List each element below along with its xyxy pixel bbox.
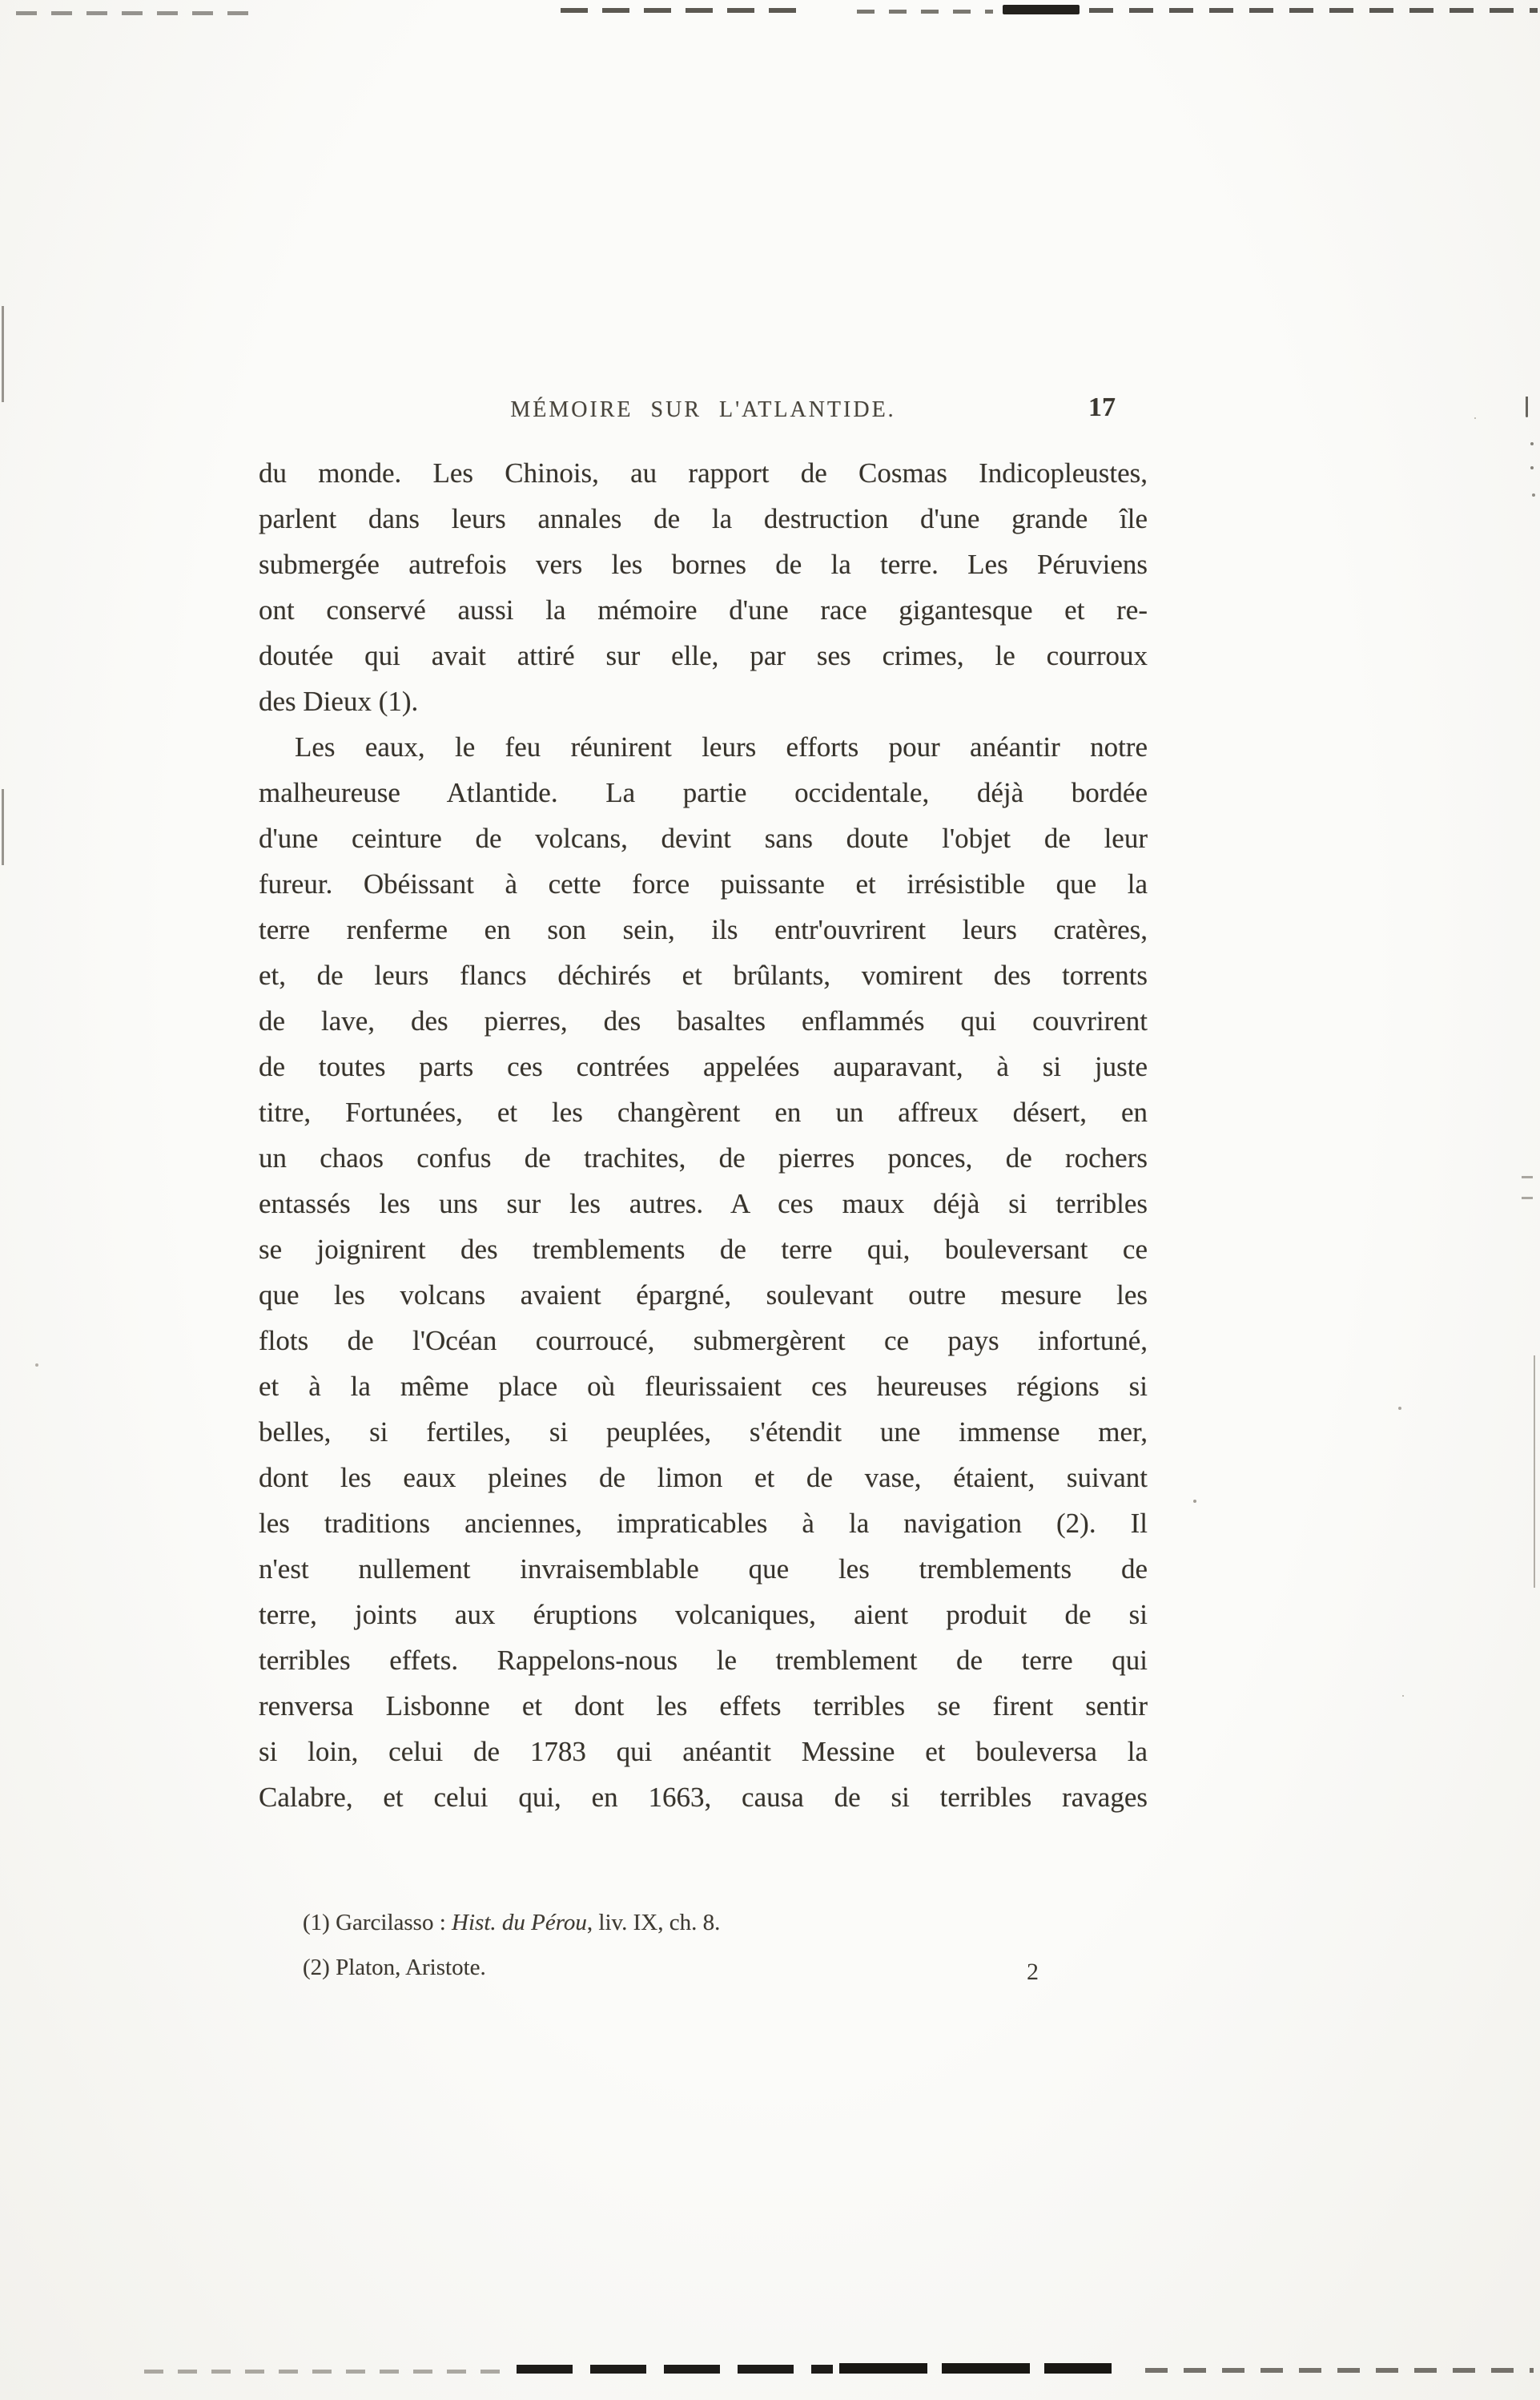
scan-artifact-right-mark [1526,397,1528,417]
scan-artifact-top-bar [1003,5,1080,14]
text-line: un chaos confus de trachites, de pierres ponces, de rochers [259,1142,1148,1174]
text-line: parlent dans leurs annales de la destruction d'une grande île [259,503,1148,534]
text-line: si loin, celui de 1783 qui anéantit Messine et bouleversa la [259,1736,1148,1767]
text-line: flots de l'Océan courroucé, submergèrent ce pays infortuné, [259,1325,1148,1356]
paragraph [259,450,1148,724]
scan-artifact-right-dots [1530,442,1534,445]
text-line: se joignirent des tremblements de terre qui, bouleversant ce [259,1234,1148,1265]
footnote-citation-title: Hist. du Pérou [452,1910,587,1935]
scan-artifact-left-line-1 [2,306,4,402]
text-line: de lave, des pierres, des basaltes enflammés qui couvrirent [259,1005,1148,1037]
text-line: des Dieux (1). [259,686,419,717]
scan-artifact-bottom-bar-2 [839,2363,1112,2374]
text-line: et, de leurs flancs déchirés et brûlants, vomirent des torrents [259,960,1148,991]
page-header [259,394,1148,429]
scan-artifact-top-dashes-mid2 [857,10,993,14]
footnotes [259,1900,1148,1990]
footnote-text: (1) Garcilasso : [303,1910,452,1935]
text-line: dont les eaux pleines de limon et de vase, étaient, suivant [259,1462,1148,1493]
scan-artifact-bottom-dashes-left [144,2370,513,2374]
text-line: de toutes parts ces contrées appelées auparavant, à si juste [259,1051,1148,1082]
scan-artifact-bottom-dashes-right [1145,2368,1534,2373]
text-line: terre renferme en son sein, ils entr'ouvrirent leurs cratères, [259,914,1148,945]
text-line: renversa Lisbonne et dont les effets terribles se firent sentir [259,1690,1148,1721]
footnote [259,1945,1148,1990]
text-line: et à la même place où fleurissaient ces heureuses régions si [259,1371,1148,1402]
paragraph [259,724,1148,1820]
scan-artifact-left-line-2 [2,789,4,865]
signature-mark: 2 [1027,1959,1039,1985]
text-line: doutée qui avait attiré sur elle, par ses crimes, le courroux [259,640,1148,671]
scan-artifact-top-dashes-right [1089,8,1538,13]
scan-artifact-speckles [1193,1500,1196,1503]
scan-artifact-top-dashes-left [16,11,248,15]
text-line: d'une ceinture de volcans, devint sans doute l'objet de leur [259,823,1148,854]
text-line: titre, Fortunées, et les changèrent en un affreux désert, en [259,1097,1148,1128]
text-line: les traditions anciennes, impraticables à la navigation (2). Il [259,1508,1148,1539]
scan-artifact-bottom-bar-1 [517,2365,833,2374]
text-line: terre, joints aux éruptions volcaniques, aient produit de si [259,1599,1148,1630]
text-line: n'est nullement invraisemblable que les tremblements de [259,1553,1148,1585]
text-line: Calabre, et celui qui, en 1663, causa de si terribles ravages [259,1782,1148,1813]
text-line: entassés les uns sur les autres. A ces maux déjà si terribles [259,1188,1148,1219]
footnote-text: , liv. IX, ch. 8. [586,1910,721,1935]
footnote-text: (2) Platon, Aristote. [303,1955,486,1980]
text-line: terribles effets. Rappelons-nous le tremblement de terre qui [259,1645,1148,1676]
scan-artifact-right-crease [1534,1355,1535,1588]
text-line: du monde. Les Chinois, au rapport de Cosmas Indicopleustes, [259,457,1148,489]
body-text [259,450,1148,1820]
scan-artifact-right-ticks [1522,1176,1533,1178]
text-line: que les volcans avaient épargné, soulevant outre mesure les [259,1279,1148,1311]
footnote [259,1900,1148,1945]
text-line: submergée autrefois vers les bornes de la terre. Les Péruviens [259,549,1148,580]
text-line: belles, si fertiles, si peuplées, s'étendit une immense mer, [259,1416,1148,1448]
running-header: MÉMOIRE SUR L'ATLANTIDE. [510,397,896,422]
page-number: 17 [1088,393,1116,422]
text-line: Les eaux, le feu réunirent leurs efforts pour anéantir notre [295,731,1148,763]
text-line: malheureuse Atlantide. La partie occidentale, déjà bordée [259,777,1148,808]
text-line: ont conservé aussi la mémoire d'une race gigantesque et re- [259,594,1148,626]
scan-artifact-top-dashes-mid [561,8,809,13]
text-line: fureur. Obéissant à cette force puissante et irrésistible que la [259,868,1148,900]
